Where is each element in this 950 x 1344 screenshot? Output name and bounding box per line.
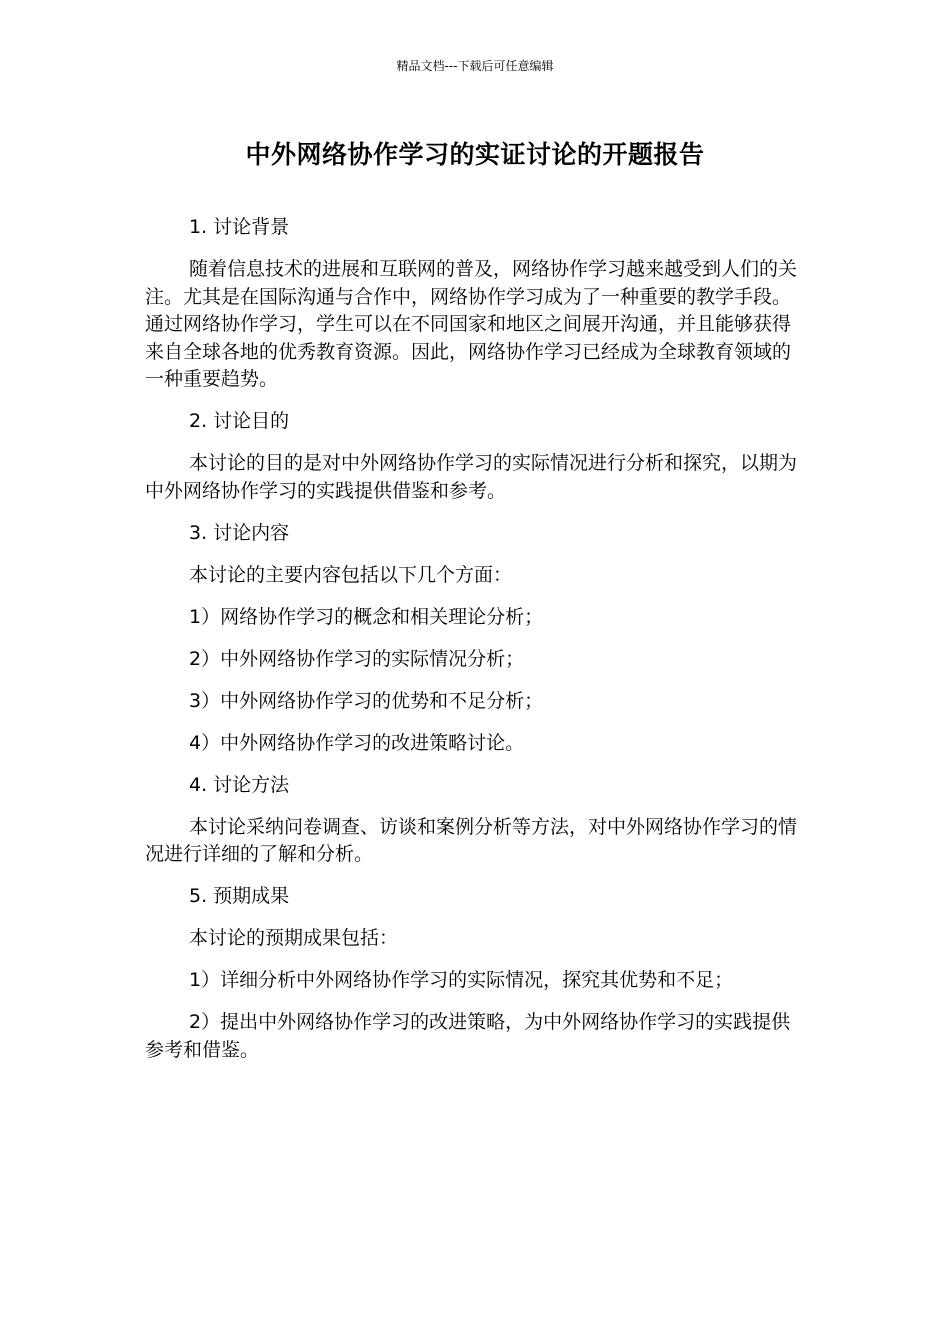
section-heading-outcomes: 5. 预期成果 bbox=[189, 885, 290, 907]
paragraph-background: 随着信息技术的进展和互联网的普及，网络协作学习越来越受到人们的关注。尤其是在国际沟通与合作中，网络协作学习成为了一种重要的教学手段。通过网络协作学习，学生可以在不同国家和地区之间展开沟通，并且能够获得来自全球各地的优秀教育资源。因此，网络协作学习已经成为全球教育领域的一种重要趋势。 bbox=[145, 258, 798, 390]
list-item-outcome-2: 2）提出中外网络协作学习的改进策略，为中外网络协作学习的实践提供参考和借鉴。 bbox=[145, 1011, 791, 1061]
section-heading-content: 3. 讨论内容 bbox=[189, 521, 290, 544]
list-item-content-4: 4）中外网络协作学习的改进策略讨论。 bbox=[189, 731, 525, 754]
section-heading-background: 1. 讨论背景 bbox=[189, 216, 290, 238]
list-item-content-1: 1）网络协作学习的概念和相关理论分析； bbox=[189, 605, 544, 628]
paragraph-outcomes-intro: 本讨论的预期成果包括： bbox=[189, 927, 399, 949]
list-item-content-3: 3）中外网络协作学习的优势和不足分析； bbox=[189, 689, 544, 712]
page-header: 精品文档---下载后可任意编辑 bbox=[396, 59, 554, 73]
section-heading-method: 4. 讨论方法 bbox=[189, 773, 290, 796]
paragraph-purpose: 本讨论的目的是对中外网络协作学习的实际情况进行分析和探究，以期为中外网络协作学习的实践提供借鉴和参考。 bbox=[145, 452, 798, 502]
document-title: 中外网络协作学习的实证讨论的开题报告 bbox=[245, 140, 705, 169]
paragraph-content-intro: 本讨论的主要内容包括以下几个方面： bbox=[189, 563, 513, 586]
paragraph-method: 本讨论采纳问卷调查、访谈和案例分析等方法，对中外网络协作学习的情况进行详细的了解和分析。 bbox=[145, 815, 798, 865]
list-item-content-2: 2）中外网络协作学习的实际情况分析； bbox=[189, 647, 525, 670]
document-body bbox=[145, 214, 805, 1079]
section-heading-purpose: 2. 讨论目的 bbox=[189, 410, 290, 432]
list-item-outcome-1: 1）详细分析中外网络协作学习的实际情况，探究其优势和不足； bbox=[189, 969, 734, 991]
